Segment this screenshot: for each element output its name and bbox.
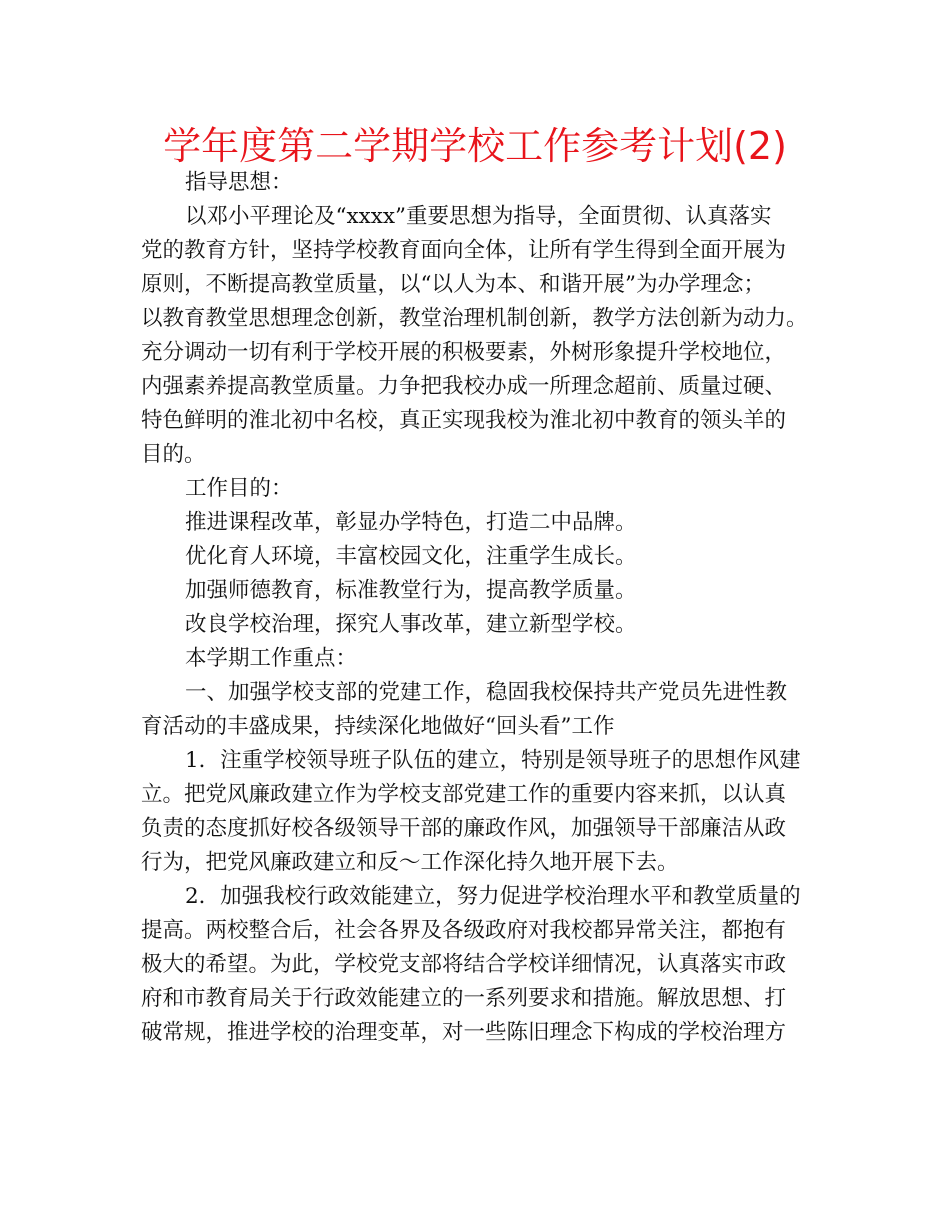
paragraph-line: 育活动的丰盛成果，持续深化地做好“回头看”工作: [141, 714, 615, 739]
paragraph-line: 一、加强学校支部的党建工作，稳固我校保持共产党员先进性教: [185, 680, 788, 705]
paragraph-line: 党的教育方针，坚持学校教育面向全体，让所有学生得到全面开展为: [141, 238, 787, 263]
paragraph-line: 府和市教育局关于行政效能建立的一系列要求和措施。解放思想、打: [141, 986, 787, 1011]
goal-item: 优化育人环境，丰富校园文化，注重学生成长。: [185, 544, 637, 569]
section-heading-work-goals: 工作目的：: [185, 476, 293, 501]
paragraph-line: 极大的希望。为此，学校党支部将结合学校详细情况，认真落实市政: [141, 952, 787, 977]
paragraph-line: 立。把党风廉政建立作为学校支部党建工作的重要内容来抓，以认真: [141, 782, 787, 807]
paragraph-line: 内强素养提高教堂质量。力争把我校办成一所理念超前、质量过硬、: [141, 374, 787, 399]
goal-item: 推进课程改革，彰显办学特色，打造二中品牌。: [185, 510, 637, 535]
paragraph-line: 以邓小平理论及“xxxx”重要思想为指导，全面贯彻、认真落实: [185, 204, 772, 229]
paragraph-line: 破常规，推进学校的治理变革，对一些陈旧理念下构成的学校治理方: [141, 1020, 787, 1045]
goal-item: 加强师德教育，标准教堂行为，提高教学质量。: [185, 578, 637, 603]
section-heading-key-work: 本学期工作重点：: [185, 646, 358, 671]
section-heading-guiding-thought: 指导思想：: [185, 170, 293, 195]
document-title: 学年度第二学期学校工作参考计划(2): [163, 124, 787, 168]
paragraph-line: 1．注重学校领导班子队伍的建立，特别是领导班子的思想作风建: [185, 748, 801, 773]
paragraph-line: 提高。两校整合后，社会各界及各级政府对我校都异常关注，都抱有: [141, 918, 787, 943]
goal-item: 改良学校治理，探究人事改革，建立新型学校。: [185, 612, 637, 637]
paragraph-line: 2．加强我校行政效能建立，努力促进学校治理水平和教堂质量的: [185, 884, 801, 909]
paragraph-line: 负责的态度抓好校各级领导干部的廉政作风，加强领导干部廉洁从政: [141, 816, 787, 841]
paragraph-line: 行为，把党风廉政建立和反～工作深化持久地开展下去。: [141, 850, 679, 875]
paragraph-line: 目的。: [141, 442, 206, 467]
document-body: [141, 166, 821, 1050]
paragraph-line: 原则，不断提高教堂质量，以“以人为本、和谐开展”为办学理念；: [141, 272, 765, 297]
paragraph-line: 以教育教堂思想理念创新，教堂治理机制创新，教学方法创新为动力。: [141, 306, 808, 331]
paragraph-line: 充分调动一切有利于学校开展的积极要素，外树形象提升学校地位，: [141, 340, 787, 365]
paragraph-line: 特色鲜明的淮北初中名校，真正实现我校为淮北初中教育的领头羊的: [141, 408, 787, 433]
